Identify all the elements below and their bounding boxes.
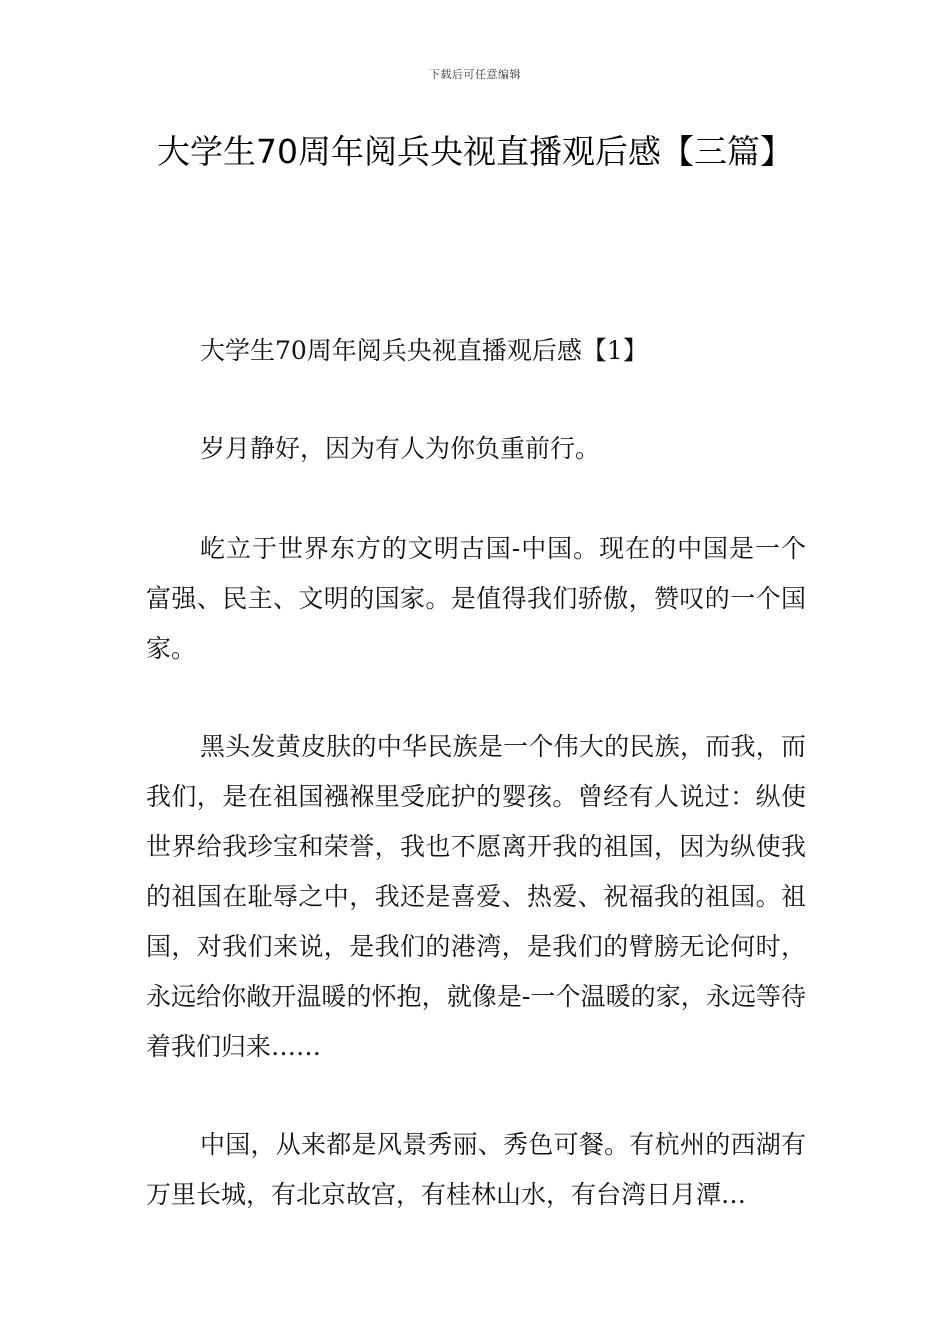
document-title: 大学生70周年阅兵央视直播观后感【三篇】 — [157, 132, 793, 171]
section-heading: 大学生70周年阅兵央视直播观后感【1】 — [200, 336, 648, 365]
header-note: 下载后可任意编辑 — [429, 68, 521, 81]
paragraph: 中国，从来都是风景秀丽、秀色可餐。有杭州的西湖有万里长城，有北京故宫，有桂林山水，有台湾日月潭… — [146, 1130, 806, 1209]
paragraph: 黑头发黄皮肤的中华民族是一个伟大的民族，而我，而我们，是在祖国襁褓里受庇护的婴孩。曾经有人说过：纵使世界给我珍宝和荣誉，我也不愿离开我的祖国，因为纵使我的祖国在耻辱之中，我还是喜爱、热爱、祝福我的祖国。祖国，对我们来说，是我们的港湾，是我们的臂膀无论何时，永远给你敞开温暖的怀抱，就像是-一个温暖的家，永远等待着我们归来…… — [146, 732, 806, 1061]
paragraph: 岁月静好，因为有人为你负重前行。 — [200, 434, 601, 463]
paragraph: 屹立于世界东方的文明古国-中国。现在的中国是一个富强、民主、文明的国家。是值得我们骄傲，赞叹的一个国家。 — [146, 534, 806, 663]
